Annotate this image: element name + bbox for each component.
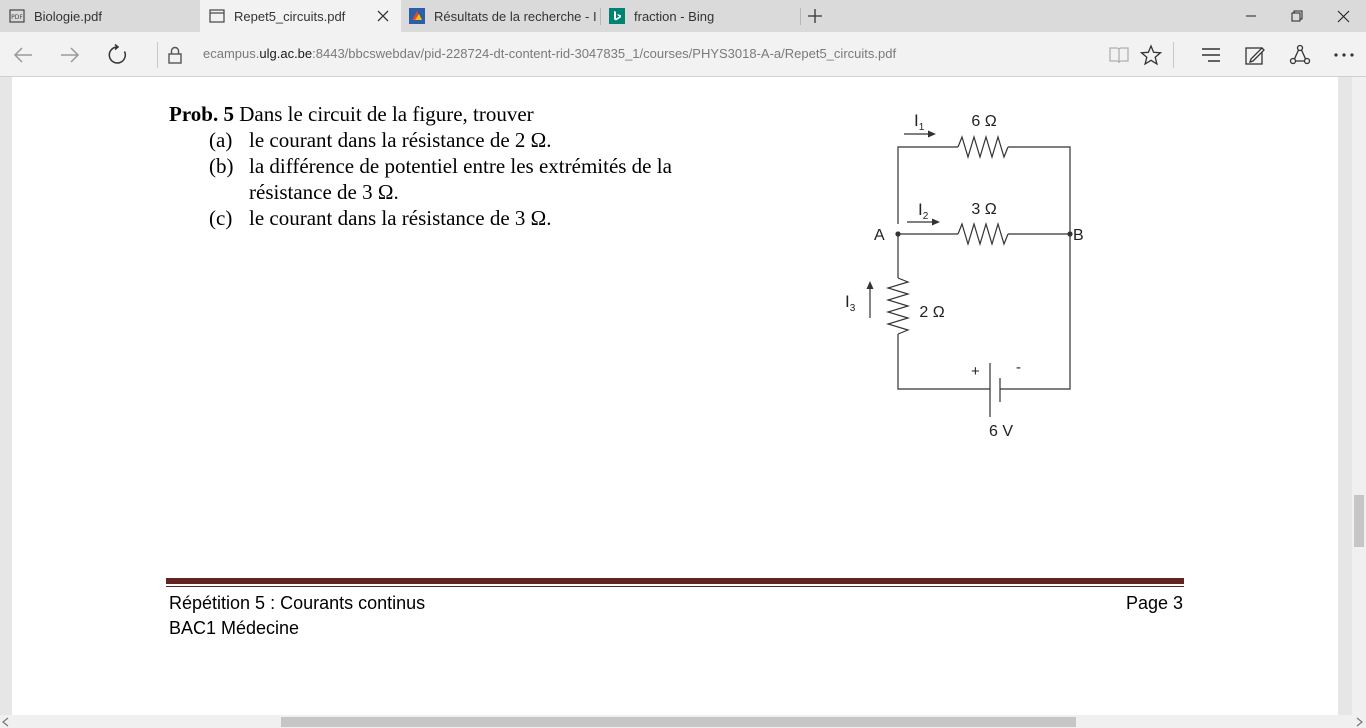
more-options-icon[interactable] [1329, 40, 1359, 70]
item-b-text-line1: la différence de potentiel entre les extrémités de la [249, 154, 672, 178]
hub-menu-icon[interactable] [1196, 40, 1226, 70]
web-note-icon[interactable] [1240, 40, 1270, 70]
toolbar-divider [157, 42, 158, 68]
battery-plus-label: + [971, 363, 980, 380]
tab-bar [0, 0, 1366, 32]
tab-label: Biologie.pdf [34, 8, 102, 24]
close-window-icon[interactable] [1320, 0, 1366, 32]
wire-left-lower [898, 334, 990, 389]
forward-arrow-icon[interactable] [55, 40, 85, 70]
problem-intro: Dans le circuit de la figure, trouver [239, 102, 534, 126]
tab-label: Résultats de la recherche - I [434, 8, 597, 24]
toolbar-divider [1173, 42, 1174, 68]
address-url[interactable] [203, 46, 896, 61]
horizontal-scrollbar[interactable] [0, 715, 1366, 728]
footer-subtitle: BAC1 Médecine [169, 618, 300, 638]
node-a-dot [895, 231, 900, 236]
pdf-viewer [0, 77, 1366, 728]
tab-label: Repet5_circuits.pdf [234, 8, 346, 24]
url-path: :8443/bbcswebdav/pid-228724-dt-content-rid-3047835_1/courses/PHYS3018-A-a/Repet5_circuits.pdf [312, 46, 897, 61]
share-icon[interactable] [1285, 40, 1315, 70]
item-b-marker: (b) [209, 154, 234, 178]
node-b-dot [1067, 231, 1072, 236]
footer-rule-thin [166, 586, 1184, 587]
resistor-2-ohm [888, 278, 908, 334]
wire-right-lower [1000, 234, 1070, 389]
horizontal-scroll-thumb[interactable] [281, 717, 1076, 727]
pdf-page [12, 77, 1338, 715]
current-3-label: $I_3$ [845, 292, 856, 314]
scroll-left-arrow-icon[interactable] [3, 718, 9, 726]
tab-fraction-bing[interactable] [601, 0, 800, 32]
navigation-bar [0, 32, 1366, 77]
resistor-6-ohm-label: 6 Ω [971, 113, 997, 130]
item-a-marker: (a) [209, 128, 233, 152]
refresh-icon[interactable] [103, 40, 133, 70]
resistor-6-ohm [958, 137, 1008, 157]
favorite-star-icon[interactable] [1136, 40, 1166, 70]
resistor-3-ohm [958, 224, 1008, 244]
item-c-marker: (c) [209, 206, 233, 230]
item-c-text: le courant dans la résistance de 3 Ω. [249, 206, 552, 230]
vertical-scrollbar[interactable] [1352, 77, 1366, 715]
scroll-right-arrow-icon[interactable] [1356, 718, 1362, 726]
url-prefix: ecampus. [203, 46, 260, 61]
current-1-label: $I_1$ [914, 111, 925, 133]
footer-rule-thick [166, 578, 1184, 584]
wire-top-right [1008, 147, 1070, 234]
item-a-text: le courant dans la résistance de 2 Ω. [249, 128, 552, 152]
svg-text:PDF: PDF [11, 14, 23, 21]
item-b-text-line2: résistance de 3 Ω. [249, 180, 399, 204]
battery-voltage-label: 6 V [988, 423, 1014, 440]
close-tab-icon[interactable] [375, 8, 391, 24]
restore-window-icon[interactable] [1274, 0, 1320, 32]
tab-biologie[interactable] [0, 0, 200, 32]
node-b-label: B [1073, 227, 1084, 244]
tab-label: fraction - Bing [634, 8, 715, 24]
minimize-window-icon[interactable] [1228, 0, 1274, 32]
resistor-2-ohm-label: 2 Ω [919, 304, 945, 321]
battery-minus-label: - [1016, 359, 1021, 376]
url-host: ulg.ac.be [259, 46, 313, 61]
bing-icon [609, 8, 625, 24]
vertical-scroll-thumb[interactable] [1354, 495, 1364, 547]
back-arrow-icon[interactable] [8, 40, 38, 70]
problem-heading [169, 102, 534, 127]
footer-page-number: Page 3 [1126, 593, 1184, 613]
search-results-icon [409, 8, 425, 24]
circuit-diagram [812, 97, 1122, 440]
node-a-label: A [874, 227, 885, 244]
current-2-label: $I_2$ [918, 200, 929, 222]
tab-separator [800, 8, 801, 25]
document-icon [209, 8, 225, 24]
pdf-file-icon [9, 8, 25, 24]
new-tab-plus-icon[interactable] [806, 7, 824, 25]
reading-view-icon[interactable] [1104, 40, 1134, 70]
problem-number: Prob. 5 [169, 102, 234, 126]
footer-title: Répétition 5 : Courants continus [169, 593, 426, 613]
lock-icon[interactable] [160, 40, 190, 70]
tab-repet5-circuits[interactable] [200, 0, 401, 32]
tab-resultats-recherche[interactable] [401, 0, 599, 32]
resistor-3-ohm-label: 3 Ω [971, 201, 997, 218]
